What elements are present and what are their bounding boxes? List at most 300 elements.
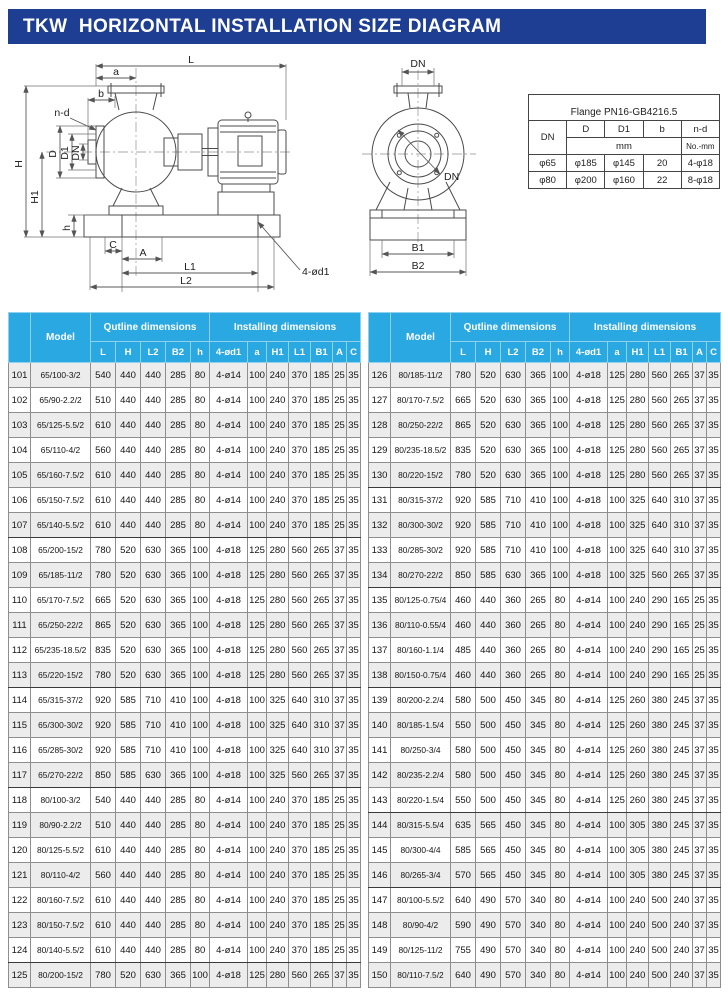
dim-cell: 185 [311, 938, 333, 963]
dim-cell: 4-ø14 [210, 438, 248, 463]
dim-cell: 585 [451, 838, 476, 863]
dim-cell: 25 [333, 363, 347, 388]
model-cell: 80/185-1.5/4 [391, 713, 451, 738]
installing-group-header: Installing dimensions [570, 313, 721, 342]
dim-cell: 755 [451, 938, 476, 963]
dim-cell: 35 [347, 938, 361, 963]
dim-cell: 570 [501, 963, 526, 988]
model-cell: 80/110-4/2 [31, 863, 91, 888]
model-cell: 65/125-5.5/2 [31, 413, 91, 438]
dim-cell: 240 [627, 963, 649, 988]
dim-cell: 100 [248, 888, 267, 913]
table-row [9, 488, 361, 513]
model-cell: 80/125-5.5/2 [31, 838, 91, 863]
dim-cell: 440 [141, 363, 166, 388]
dim-cell: 37 [333, 613, 347, 638]
dim-cell: 710 [141, 738, 166, 763]
installation-table-right [368, 312, 721, 988]
table-row [369, 863, 721, 888]
dim-cell: 285 [166, 813, 191, 838]
dim-cell: 560 [649, 388, 671, 413]
dim-cell: 125 [248, 963, 267, 988]
dim-cell: 285 [166, 463, 191, 488]
dim-cell: 380 [649, 738, 671, 763]
table-row [369, 563, 721, 588]
dim-cell: 80 [191, 388, 210, 413]
dim-cell: 37 [693, 838, 707, 863]
dim-cell: 100 [248, 438, 267, 463]
dim-cell: 325 [267, 688, 289, 713]
dim-cell: 835 [451, 438, 476, 463]
dim-cell: 100 [248, 413, 267, 438]
dim-cell: 365 [526, 388, 551, 413]
dim-cell: 500 [649, 963, 671, 988]
dim-cell: 240 [671, 963, 693, 988]
dim-cell: 80 [191, 438, 210, 463]
table-row [9, 638, 361, 663]
table-row [9, 613, 361, 638]
flange-table-title: Flange PN16-GB4216.5 [529, 95, 720, 121]
table-row [9, 938, 361, 963]
row-number: 139 [369, 688, 391, 713]
model-cell: 65/270-22/2 [31, 763, 91, 788]
model-cell: 80/90-4/2 [391, 913, 451, 938]
dim-cell: 630 [141, 763, 166, 788]
dim-cell: 920 [91, 738, 116, 763]
dim-cell: 240 [671, 888, 693, 913]
dim-cell: 4-ø14 [570, 913, 608, 938]
dim-cell: 485 [451, 638, 476, 663]
row-number: 111 [9, 613, 31, 638]
column-header: L [91, 342, 116, 363]
dim-cell: 80 [551, 913, 570, 938]
table-row [369, 538, 721, 563]
dim-cell: 4-ø18 [570, 388, 608, 413]
dim-cell: 125 [248, 663, 267, 688]
dim-cell: 450 [501, 813, 526, 838]
dim-cell: 490 [476, 938, 501, 963]
dim-cell: 310 [311, 713, 333, 738]
row-number: 133 [369, 538, 391, 563]
dim-cell: 610 [91, 838, 116, 863]
dim-cell: 520 [116, 963, 141, 988]
dim-cell: 920 [91, 713, 116, 738]
row-number: 135 [369, 588, 391, 613]
dim-cell: 35 [707, 813, 721, 838]
dim-cell: 4-ø18 [210, 713, 248, 738]
dim-cell: 37 [333, 713, 347, 738]
dim-cell: 4-ø18 [210, 763, 248, 788]
row-number: 122 [9, 888, 31, 913]
dim-cell: 37 [333, 638, 347, 663]
dim-cell: 370 [289, 888, 311, 913]
dim-cell: 100 [248, 713, 267, 738]
dim-cell: 185 [311, 888, 333, 913]
dim-cell: 80 [191, 363, 210, 388]
dim-cell: 265 [311, 963, 333, 988]
dim-cell: 240 [267, 838, 289, 863]
dim-cell: 185 [311, 513, 333, 538]
row-number: 138 [369, 663, 391, 688]
dim-cell: 100 [608, 888, 627, 913]
dim-cell: 4-ø14 [210, 813, 248, 838]
dim-cell: 520 [116, 563, 141, 588]
dim-cell: 4-ø14 [570, 763, 608, 788]
dim-cell: 440 [141, 388, 166, 413]
dim-cell: 35 [347, 663, 361, 688]
installing-group-header: Installing dimensions [210, 313, 361, 342]
dim-cell: 245 [671, 813, 693, 838]
dim-cell: 780 [91, 963, 116, 988]
dim-cell: 610 [91, 488, 116, 513]
dim-cell: 100 [248, 688, 267, 713]
dim-cell: 35 [347, 563, 361, 588]
dim-cell: 260 [627, 738, 649, 763]
model-cell: 80/200-2.2/4 [391, 688, 451, 713]
dim-cell: 37 [333, 738, 347, 763]
row-number: 134 [369, 563, 391, 588]
dim-cell: 560 [289, 563, 311, 588]
table-row [369, 888, 721, 913]
dim-cell: 280 [267, 613, 289, 638]
dim-cell: 185 [311, 913, 333, 938]
dim-cell: 4-ø18 [210, 588, 248, 613]
dim-cell: 440 [476, 663, 501, 688]
row-number: 102 [9, 388, 31, 413]
dim-cell: 585 [476, 488, 501, 513]
dim-cell: 35 [707, 638, 721, 663]
dim-cell: 100 [608, 588, 627, 613]
table-row [9, 463, 361, 488]
dim-cell: 640 [649, 488, 671, 513]
dim-cell: 240 [627, 938, 649, 963]
dim-cell: 920 [451, 513, 476, 538]
dim-cell: 35 [347, 438, 361, 463]
dim-cell: 4-ø18 [210, 563, 248, 588]
dim-cell: 920 [91, 688, 116, 713]
table-row [369, 738, 721, 763]
dim-cell: 100 [608, 538, 627, 563]
dim-cell: 125 [608, 713, 627, 738]
dimension-lines [13, 54, 330, 292]
table-row [9, 963, 361, 988]
dim-cell: 165 [671, 588, 693, 613]
row-number: 136 [369, 613, 391, 638]
dim-cell: 100 [248, 813, 267, 838]
dim-cell: 500 [476, 713, 501, 738]
dim-cell: 440 [141, 863, 166, 888]
column-header: L1 [289, 342, 311, 363]
dim-cell: 35 [707, 838, 721, 863]
dim-cell: 265 [311, 663, 333, 688]
dim-cell: 100 [551, 363, 570, 388]
dim-label-H: H [13, 160, 25, 168]
dim-cell: 100 [248, 363, 267, 388]
dim-cell: 80 [191, 888, 210, 913]
dim-cell: 440 [116, 938, 141, 963]
dim-cell: 245 [671, 688, 693, 713]
table-row [369, 388, 721, 413]
dim-cell: 4-ø14 [570, 788, 608, 813]
dim-cell: 580 [451, 738, 476, 763]
dim-cell: 240 [671, 913, 693, 938]
row-number: 132 [369, 513, 391, 538]
dim-cell: 35 [347, 913, 361, 938]
dim-cell: 325 [267, 738, 289, 763]
dim-cell: 520 [476, 363, 501, 388]
flange-cell: φ185 [567, 155, 605, 172]
dim-cell: 125 [608, 763, 627, 788]
row-number: 116 [9, 738, 31, 763]
dim-cell: 560 [289, 588, 311, 613]
dim-cell: 440 [116, 363, 141, 388]
flange-header-b: b [643, 121, 681, 138]
dim-cell: 365 [166, 663, 191, 688]
dim-cell: 370 [289, 788, 311, 813]
column-header: H [116, 342, 141, 363]
row-number: 129 [369, 438, 391, 463]
row-number: 150 [369, 963, 391, 988]
column-header: a [608, 342, 627, 363]
dim-cell: 500 [476, 738, 501, 763]
dim-cell: 37 [693, 713, 707, 738]
dim-cell: 440 [116, 513, 141, 538]
row-number: 121 [9, 863, 31, 888]
dim-cell: 325 [267, 713, 289, 738]
dim-cell: 265 [671, 438, 693, 463]
dim-cell: 570 [501, 888, 526, 913]
dim-cell: 640 [451, 888, 476, 913]
dim-cell: 285 [166, 863, 191, 888]
dim-cell: 610 [91, 888, 116, 913]
dim-cell: 125 [248, 638, 267, 663]
dim-cell: 630 [501, 563, 526, 588]
dim-cell: 100 [551, 413, 570, 438]
dim-cell: 380 [649, 688, 671, 713]
dim-cell: 345 [526, 813, 551, 838]
table-row [369, 963, 721, 988]
dim-cell: 440 [116, 863, 141, 888]
dim-cell: 4-ø14 [570, 838, 608, 863]
row-number: 114 [9, 688, 31, 713]
dim-cell: 310 [311, 688, 333, 713]
row-number: 104 [9, 438, 31, 463]
dim-cell: 240 [267, 913, 289, 938]
dim-cell: 37 [693, 813, 707, 838]
dim-cell: 630 [501, 388, 526, 413]
dim-cell: 440 [476, 638, 501, 663]
dim-cell: 460 [451, 613, 476, 638]
table-row [369, 713, 721, 738]
dim-cell: 100 [191, 663, 210, 688]
dim-cell: 640 [289, 738, 311, 763]
dim-cell: 450 [501, 763, 526, 788]
table-row [9, 813, 361, 838]
dim-cell: 520 [476, 463, 501, 488]
flange-cell: 20 [643, 155, 681, 172]
table-row [9, 888, 361, 913]
dim-cell: 365 [526, 363, 551, 388]
dim-cell: 4-ø14 [570, 613, 608, 638]
dim-cell: 360 [501, 638, 526, 663]
dim-cell: 630 [501, 363, 526, 388]
dim-cell: 100 [248, 863, 267, 888]
dim-cell: 185 [311, 363, 333, 388]
dim-cell: 310 [671, 513, 693, 538]
table-row [369, 613, 721, 638]
dim-cell: 780 [91, 538, 116, 563]
outline-group-header: Qutline dimensions [91, 313, 210, 342]
dim-cell: 35 [707, 913, 721, 938]
dim-cell: 35 [347, 588, 361, 613]
dim-cell: 325 [627, 488, 649, 513]
dim-cell: 80 [551, 813, 570, 838]
dim-cell: 100 [608, 863, 627, 888]
dim-cell: 365 [526, 563, 551, 588]
row-number: 120 [9, 838, 31, 863]
dim-cell: 540 [91, 788, 116, 813]
table-row [9, 763, 361, 788]
row-number: 123 [9, 913, 31, 938]
dim-cell: 37 [333, 538, 347, 563]
dim-label-bolt-note: 4-ød1 [302, 266, 330, 278]
column-header: 4-ød1 [210, 342, 248, 363]
dim-cell: 365 [166, 963, 191, 988]
dim-cell: 25 [333, 488, 347, 513]
dim-cell: 37 [333, 563, 347, 588]
dim-cell: 100 [551, 388, 570, 413]
model-cell: 80/315-5.5/4 [391, 813, 451, 838]
dim-cell: 345 [526, 713, 551, 738]
dim-cell: 25 [693, 663, 707, 688]
dim-cell: 410 [166, 713, 191, 738]
table-row [9, 513, 361, 538]
dim-cell: 4-ø18 [210, 538, 248, 563]
dim-cell: 585 [476, 538, 501, 563]
dim-cell: 490 [476, 913, 501, 938]
dim-cell: 37 [693, 763, 707, 788]
dim-cell: 360 [501, 613, 526, 638]
model-cell: 65/160-7.5/2 [31, 463, 91, 488]
dim-cell: 510 [91, 388, 116, 413]
dim-cell: 280 [627, 438, 649, 463]
model-cell: 80/220-15/2 [391, 463, 451, 488]
dim-cell: 280 [627, 413, 649, 438]
dim-cell: 450 [501, 863, 526, 888]
dim-cell: 380 [649, 763, 671, 788]
dim-cell: 410 [526, 513, 551, 538]
dim-cell: 35 [347, 538, 361, 563]
dim-cell: 865 [91, 613, 116, 638]
row-number: 145 [369, 838, 391, 863]
page-title: TKW HORIZONTAL INSTALLATION SIZE DIAGRAM [8, 9, 706, 44]
dim-cell: 35 [707, 588, 721, 613]
installation-table-left [8, 312, 361, 988]
dim-cell: 450 [501, 788, 526, 813]
model-cell: 65/250-22/2 [31, 613, 91, 638]
dim-cell: 25 [693, 588, 707, 613]
dim-cell: 35 [707, 688, 721, 713]
dim-cell: 37 [333, 688, 347, 713]
dim-cell: 920 [451, 538, 476, 563]
dim-cell: 185 [311, 813, 333, 838]
table-row [369, 763, 721, 788]
dim-cell: 520 [476, 413, 501, 438]
dim-cell: 35 [347, 738, 361, 763]
dim-cell: 850 [91, 763, 116, 788]
model-cell: 80/150-0.75/4 [391, 663, 451, 688]
dim-cell: 4-ø18 [570, 413, 608, 438]
dim-cell: 35 [347, 713, 361, 738]
row-number: 105 [9, 463, 31, 488]
dim-cell: 100 [248, 788, 267, 813]
flange-table [528, 94, 720, 189]
dim-cell: 125 [608, 388, 627, 413]
dim-cell: 570 [451, 863, 476, 888]
model-cell: 65/285-30/2 [31, 738, 91, 763]
dim-cell: 565 [476, 863, 501, 888]
table-row [9, 563, 361, 588]
dim-cell: 560 [649, 463, 671, 488]
dim-cell: 560 [289, 613, 311, 638]
dim-cell: 640 [451, 963, 476, 988]
dim-cell: 240 [627, 588, 649, 613]
dim-cell: 245 [671, 788, 693, 813]
model-cell: 80/265-3/4 [391, 863, 451, 888]
dim-cell: 35 [347, 788, 361, 813]
dim-cell: 185 [311, 463, 333, 488]
dim-cell: 35 [347, 888, 361, 913]
model-cell: 80/160-7.5/2 [31, 888, 91, 913]
dim-cell: 560 [289, 963, 311, 988]
dim-cell: 35 [347, 363, 361, 388]
dim-cell: 450 [501, 688, 526, 713]
dim-cell: 100 [191, 763, 210, 788]
flange-cell: φ80 [529, 172, 567, 189]
dim-cell: 710 [501, 488, 526, 513]
dim-cell: 265 [526, 613, 551, 638]
dim-cell: 165 [671, 663, 693, 688]
dim-cell: 370 [289, 438, 311, 463]
dim-cell: 80 [191, 938, 210, 963]
dim-cell: 25 [333, 413, 347, 438]
table-row [9, 688, 361, 713]
model-cell: 80/300-30/2 [391, 513, 451, 538]
dim-cell: 560 [289, 763, 311, 788]
dim-cell: 450 [501, 838, 526, 863]
dim-cell: 285 [166, 938, 191, 963]
model-cell: 80/285-30/2 [391, 538, 451, 563]
dim-cell: 4-ø14 [570, 688, 608, 713]
dim-cell: 780 [91, 563, 116, 588]
dim-cell: 25 [693, 638, 707, 663]
dim-cell: 260 [627, 763, 649, 788]
dim-cell: 630 [141, 613, 166, 638]
dim-cell: 125 [608, 788, 627, 813]
table-row [369, 938, 721, 963]
flange-unit-nd: No.-mm [681, 138, 719, 155]
dim-label-B2: B2 [411, 260, 425, 272]
row-number: 119 [9, 813, 31, 838]
dim-cell: 37 [693, 963, 707, 988]
dim-cell: 125 [608, 463, 627, 488]
dim-cell: 100 [608, 913, 627, 938]
dim-label-DN-center: DN [444, 171, 460, 183]
dim-cell: 80 [551, 838, 570, 863]
dim-cell: 440 [141, 913, 166, 938]
flange-unit: mm [567, 138, 682, 155]
dim-cell: 630 [501, 438, 526, 463]
